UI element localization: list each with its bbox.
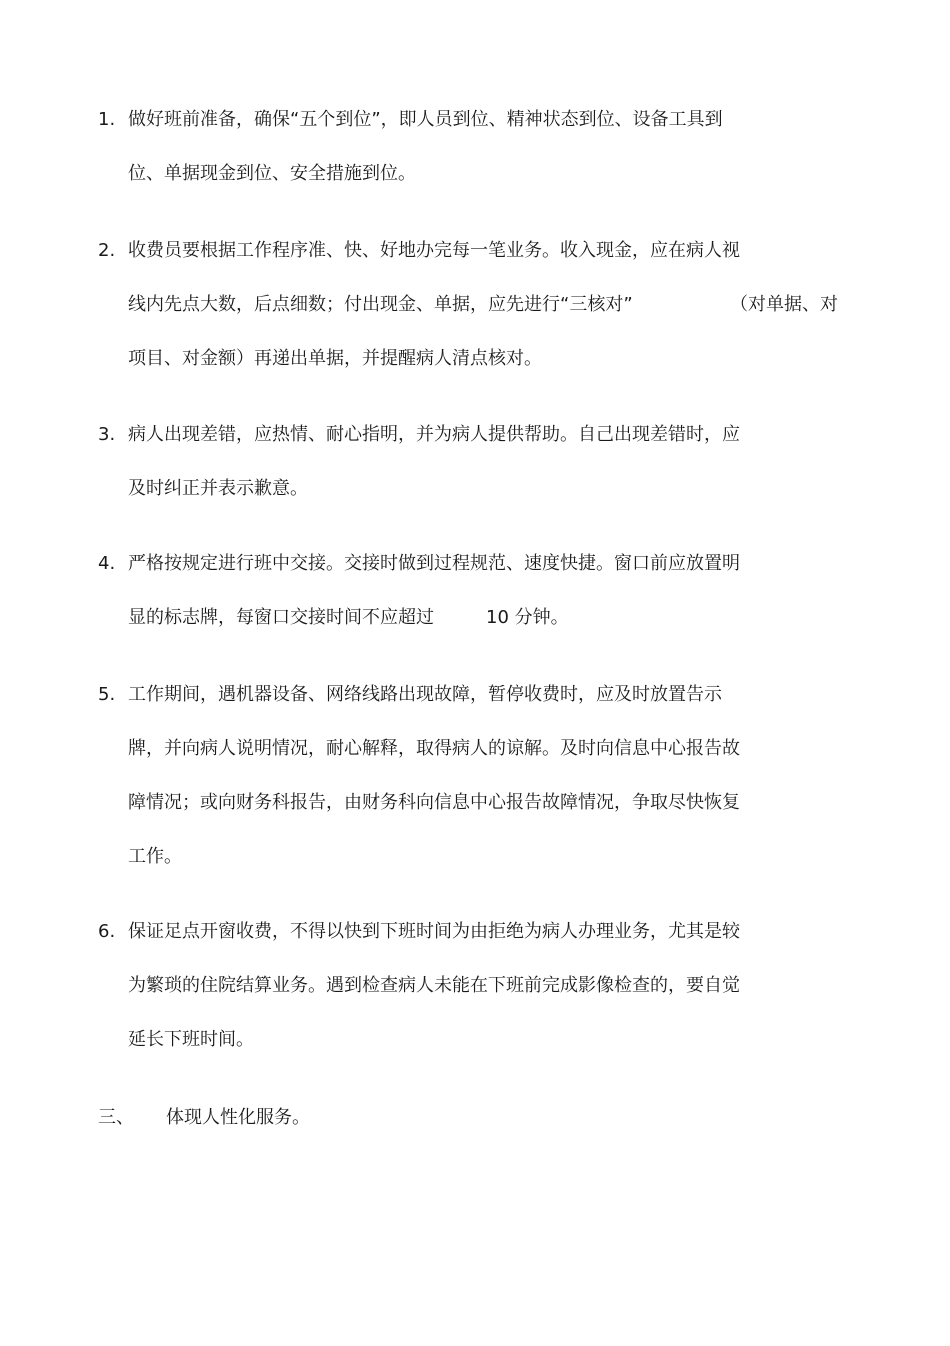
item-text-line: 显的标志牌，每窗口交接时间不应超过: [128, 607, 434, 628]
item-text-line: 延长下班时间。: [128, 1029, 254, 1050]
item-number: 4.: [98, 553, 116, 574]
item-text-line: 病人出现差错，应热情、耐心指明，并为病人提供帮助。自己出现差错时，应: [128, 424, 740, 445]
section-title: 体现人性化服务。: [166, 1107, 310, 1128]
item-number: 5.: [98, 684, 116, 705]
item-text-line: 保证足点开窗收费，不得以快到下班时间为由拒绝为病人办理业务，尤其是较: [128, 921, 740, 942]
item-number: 6.: [98, 921, 116, 942]
item-text-line: 收费员要根据工作程序准、快、好地办完每一笔业务。收入现金，应在病人视: [128, 240, 740, 261]
item-text-line: 工作。: [128, 846, 182, 867]
item-text-line: 做好班前准备，确保“五个到位”，即人员到位、精神状态到位、设备工具到: [128, 109, 723, 130]
section-number: 三、: [98, 1107, 134, 1128]
item-text-line: （对单据、对: [730, 294, 838, 315]
item-text-line: 障情况；或向财务科报告，由财务科向信息中心报告故障情况，争取尽快恢复: [128, 792, 740, 813]
item-text-line: 项目、对金额）再递出单据，并提醒病人清点核对。: [128, 348, 542, 369]
item-number: 2.: [98, 240, 116, 261]
item-text-line: 位、单据现金到位、安全措施到位。: [128, 163, 416, 184]
item-text-line: 线内先点大数，后点细数；付出现金、单据，应先进行“三核对”: [128, 294, 633, 315]
item-text-line: 10 分钟。: [486, 607, 569, 628]
item-text-line: 牌，并向病人说明情况，耐心解释，取得病人的谅解。及时向信息中心报告故: [128, 738, 740, 759]
item-number: 3.: [98, 424, 116, 445]
item-number: 1.: [98, 109, 116, 130]
item-text-line: 为繁琐的住院结算业务。遇到检查病人未能在下班前完成影像检查的，要自觉: [128, 975, 740, 996]
item-text-line: 工作期间，遇机器设备、网络线路出现故障，暂停收费时，应及时放置告示: [128, 684, 722, 705]
item-text-line: 及时纠正并表示歉意。: [128, 478, 308, 499]
item-text-line: 严格按规定进行班中交接。交接时做到过程规范、速度快捷。窗口前应放置明: [128, 553, 740, 574]
